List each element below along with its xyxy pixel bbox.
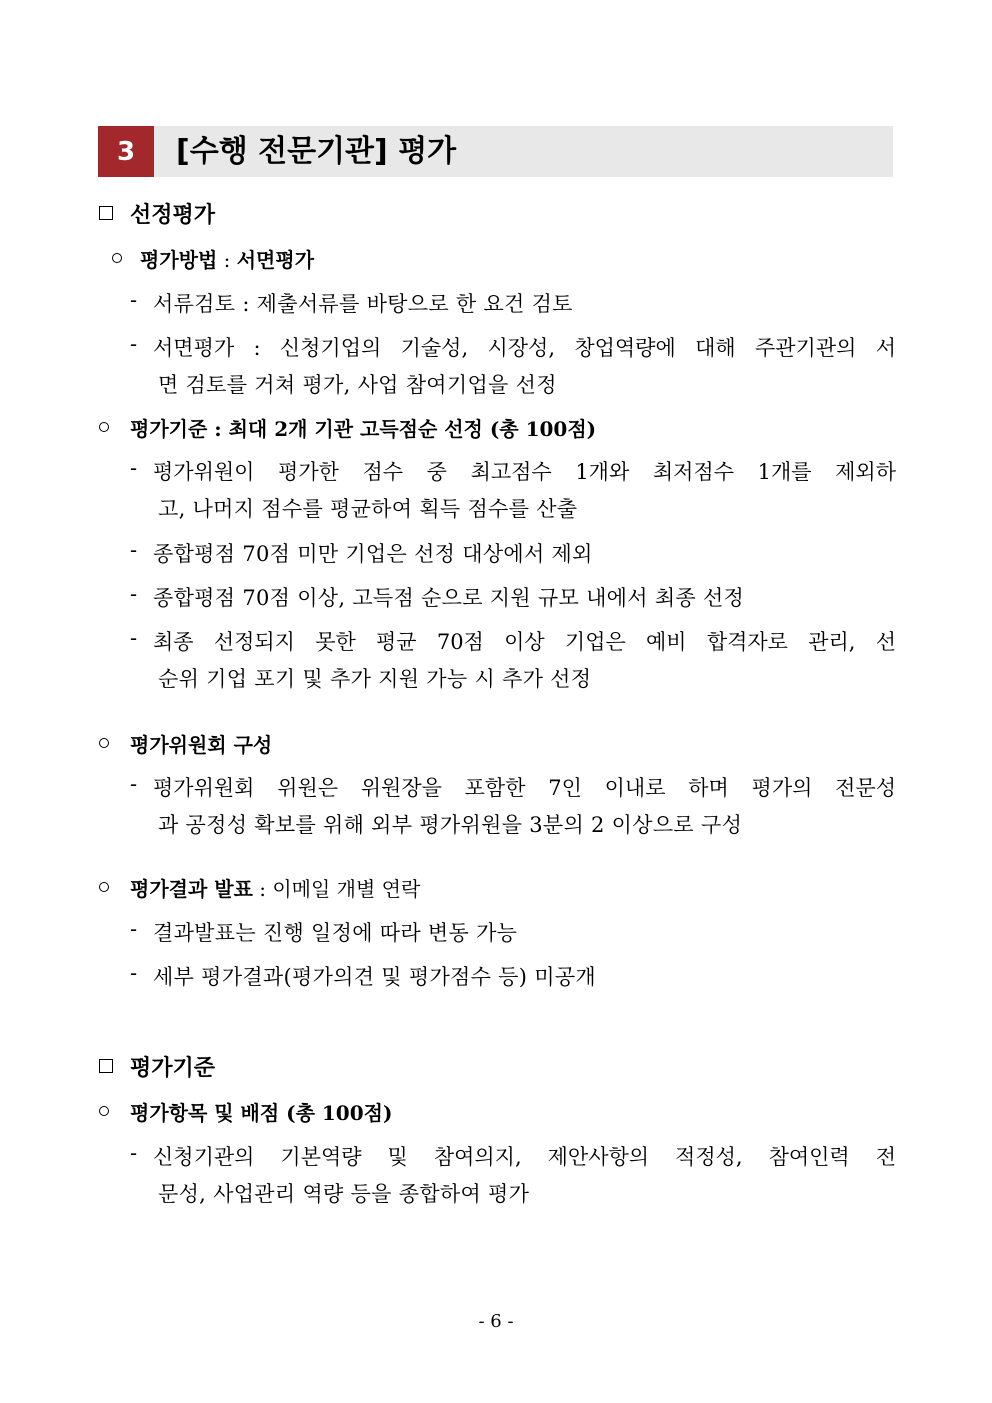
items-item-1-cont: 문성, 사업관리 역량 등을 종합하여 평가 [158, 1182, 530, 1206]
criteria-item-2: 종합평점 70점 미만 기업은 선정 대상에서 제외 [153, 542, 593, 566]
heading-selection: 선정평가 [130, 203, 216, 228]
dash-bullet: - [130, 456, 138, 480]
square-bullet-icon [99, 1059, 113, 1073]
circle-bullet-icon [99, 738, 109, 748]
result-sep: : [252, 877, 273, 901]
result-item-1: 결과발표는 진행 일정에 따라 변동 가능 [153, 921, 518, 945]
method-heading [140, 244, 314, 273]
dash-bullet: - [130, 538, 138, 562]
criteria-item-1-cont: 고, 나머지 점수를 평균하여 획득 점수를 산출 [158, 497, 578, 521]
method-sep: : [217, 248, 237, 272]
square-bullet-icon [99, 206, 113, 220]
criteria-item-1: 평가위원이 평가한 점수 중 최고점수 1개와 최저점수 1개를 제외하 [153, 460, 896, 484]
circle-bullet-icon [99, 1106, 109, 1116]
dash-bullet: - [130, 961, 138, 985]
section-title: [수행 전문기관] 평가 [176, 134, 457, 169]
dash-bullet: - [130, 582, 138, 606]
method-item-1: 서류검토 : 제출서류를 바탕으로 한 요건 검토 [153, 292, 573, 316]
dash-bullet: - [130, 772, 138, 796]
method-label: 평가방법 [140, 248, 218, 272]
dash-bullet: - [130, 1141, 138, 1165]
result-heading [130, 873, 420, 902]
items-heading: 평가항목 및 배점 (총 100점) [130, 1101, 393, 1125]
dash-bullet: - [130, 626, 138, 650]
heading-criteria: 평가기준 [130, 1056, 216, 1081]
method-item-2-cont: 면 검토를 거쳐 평가, 사업 참여기업을 선정 [158, 373, 557, 397]
dash-bullet: - [130, 917, 138, 941]
committee-heading: 평가위원회 구성 [130, 733, 273, 757]
method-item-2: 서면평가 : 신청기업의 기술성, 시장성, 창업역량에 대해 주관기관의 서 [153, 336, 896, 360]
criteria-heading: 평가기준 : 최대 2개 기관 고득점순 선정 (총 100점) [130, 417, 597, 441]
result-item-2: 세부 평가결과(평가의견 및 평가점수 등) 미공개 [153, 965, 596, 989]
circle-bullet-icon [99, 422, 109, 432]
committee-item-1: 평가위원회 위원은 위원장을 포함한 7인 이내로 하며 평가의 전문성 [153, 776, 896, 800]
circle-bullet-icon [99, 882, 109, 892]
circle-bullet-icon [112, 253, 122, 263]
method-value: 서면평가 [236, 248, 315, 272]
criteria-item-4-cont: 순위 기업 포기 및 추가 지원 가능 시 추가 선정 [158, 667, 592, 691]
criteria-item-4: 최종 선정되지 못한 평균 70점 이상 기업은 예비 합격자로 관리, 선 [153, 630, 896, 654]
committee-item-1-cont: 과 공정성 확보를 위해 외부 평가위원을 3분의 2 이상으로 구성 [158, 813, 743, 837]
items-item-1: 신청기관의 기본역량 및 참여의지, 제안사항의 적정성, 참여인력 전 [153, 1145, 896, 1169]
criteria-item-3: 종합평점 70점 이상, 고득점 순으로 지원 규모 내에서 최종 선정 [153, 586, 745, 610]
result-value: 이메일 개별 연락 [272, 877, 421, 901]
section-number-badge: 3 [98, 126, 154, 177]
result-label: 평가결과 발표 [130, 877, 253, 901]
dash-bullet: - [130, 332, 138, 356]
page-number: - 6 - [478, 1311, 514, 1332]
dash-bullet: - [130, 288, 138, 312]
